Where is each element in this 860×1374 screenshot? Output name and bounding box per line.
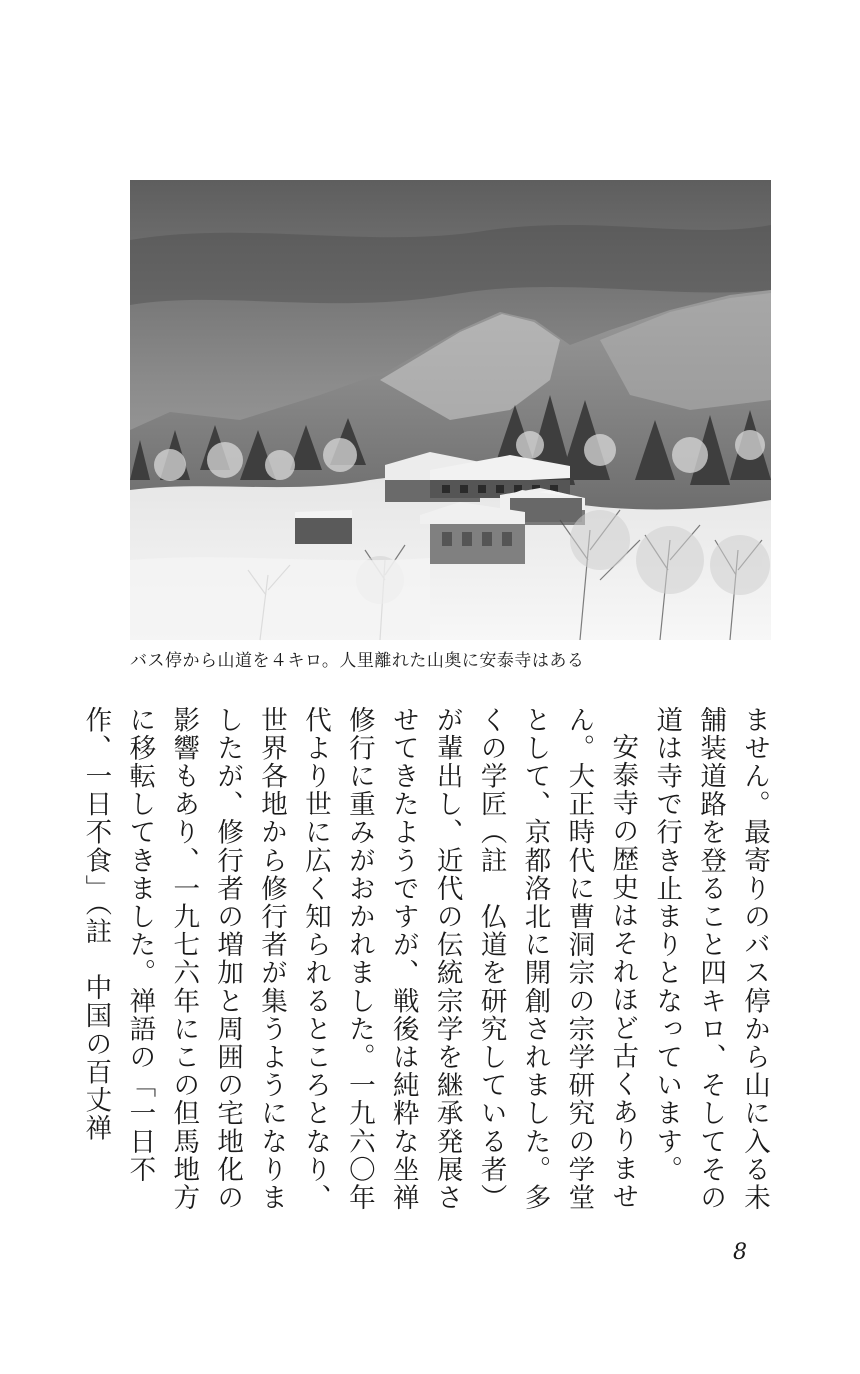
page-number: 8 [733, 1240, 747, 1265]
paragraph: ません。最寄りのバス停から山に入る未舗装道路を登ること四キロ、そしてその道は寺で行き止まりとなっています。 [651, 706, 770, 1212]
photo-illustration [130, 180, 771, 640]
photo-caption: バス停から山道を４キロ。人里離れた山奥に安泰寺はある [130, 651, 585, 671]
snow-landscape-photo [130, 180, 771, 640]
paragraph: 安泰寺の歴史はそれほど古くありません。大正時代に曹洞宗の宗学研究の学堂として、京都洛北に開創されました。多くの学匠（註 仏道を研究している者）が輩出し、近代の伝統宗学を継承発展させてきたようですが、戦後は純粋な坐禅修行に重みがおかれました。一九六〇年代より世に広く知られるところとなり、世界各地から修行者が集うようになりましたが、修行者の増加と周囲の宅地化の影響もあり、一九七六年にこの但馬地方に移転してきました。禅語の「一日不作、一日不食」（註 中国の百丈禅 [80, 706, 639, 1212]
body-text [80, 706, 776, 1238]
